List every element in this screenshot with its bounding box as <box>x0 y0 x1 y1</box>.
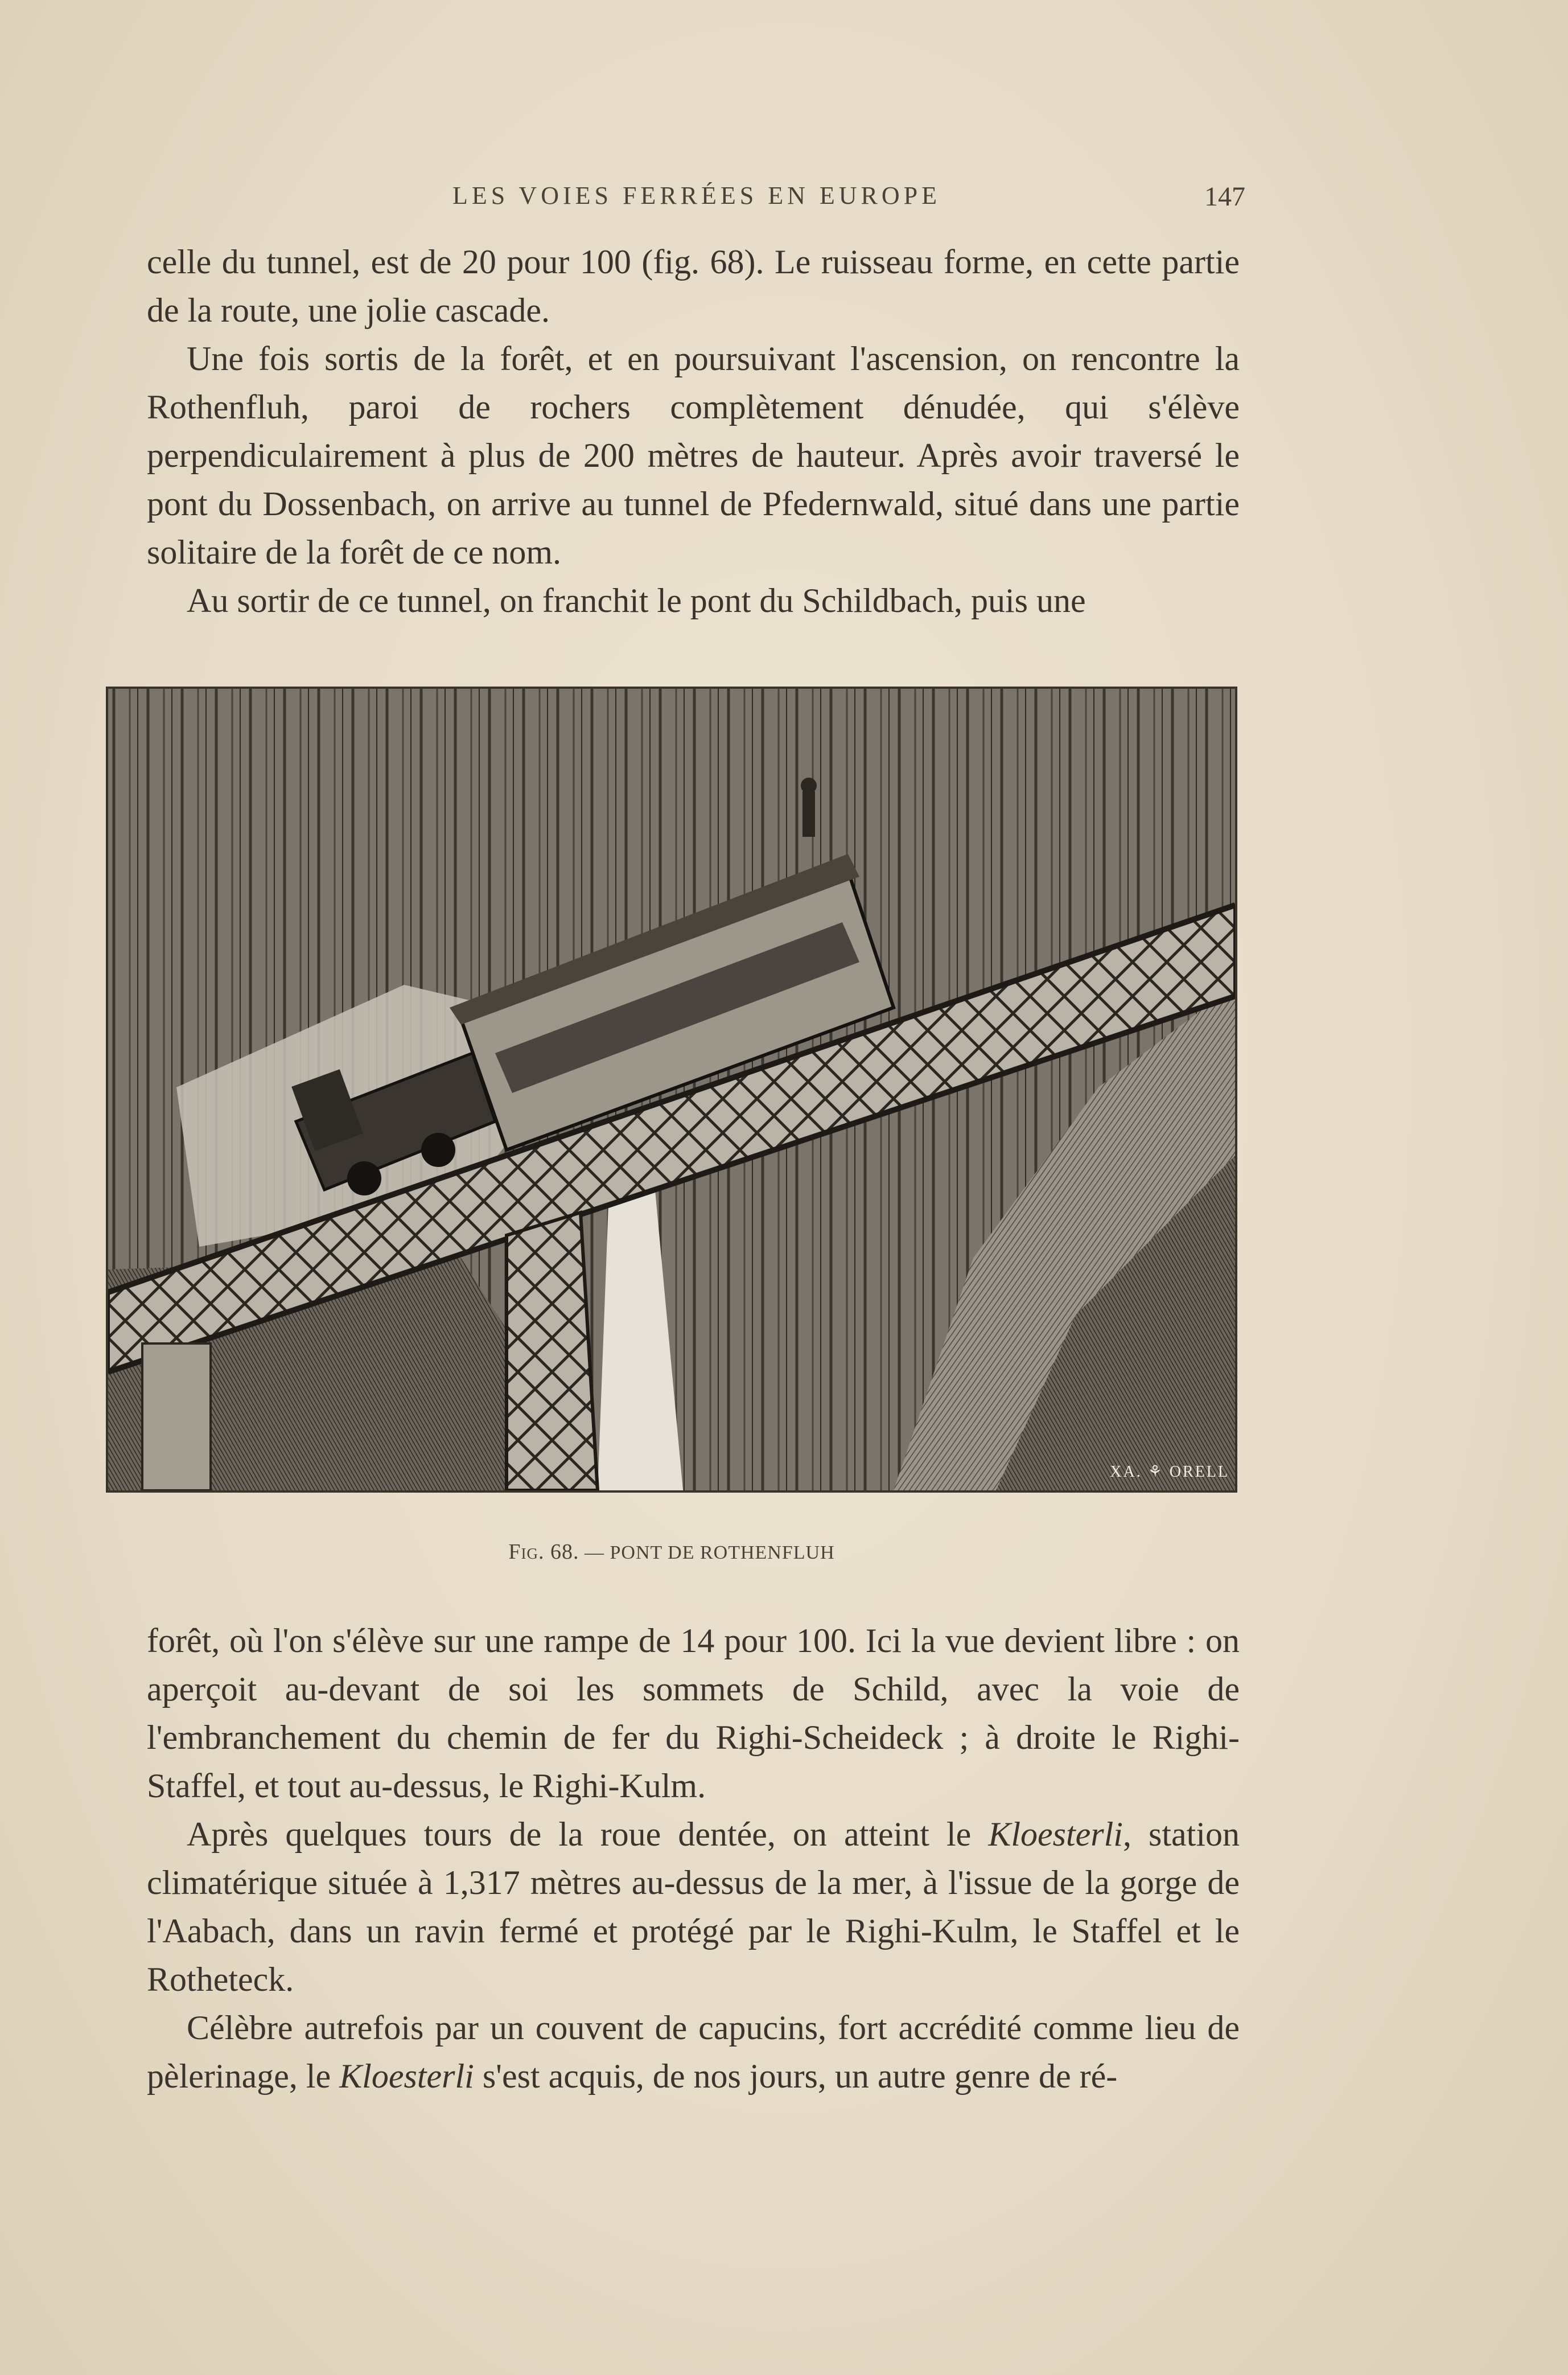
running-title: LES VOIES FERRÉES EN EUROPE <box>452 182 941 209</box>
p3-end: s'est acquis, de nos jours, un autre genre de ré- <box>474 2057 1118 2095</box>
p3-italic-term: Kloesterli <box>339 2057 474 2095</box>
engraving-illustration <box>106 687 1237 1493</box>
engraving-drawing <box>108 689 1235 1490</box>
caption-title: PONT DE ROTHENFLUH <box>610 1542 835 1563</box>
caption-dash: — <box>584 1542 604 1563</box>
paragraph-foret: forêt, où l'on s'élève sur une rampe de 14 pour 100. Ici la vue devient libre : on aperçoit au-devant de soi les sommets de Schild, avec la voie de l'embranchement du chemin de fer du Righi-Scheideck ; à droite le Righi-Staffel, et tout au-dessus, le Righi-Kulm. <box>147 1622 1240 1805</box>
p2-end: , station climatérique située à 1,317 mètres au-dessus de la mer, à l'issue de la gorge de l'Aabach, dans un ravin fermé et protégé par le Righi-Kulm, le Staffel et le Rotheteck. <box>147 1815 1240 1998</box>
p3-start: Célèbre autrefois par un couvent de capucins, fort accrédité comme lieu de pèlerinage, le <box>147 2009 1240 2095</box>
text-block-bottom <box>147 1617 1240 2101</box>
page-header <box>154 181 1245 215</box>
page-number: 147 <box>1204 182 1245 212</box>
paragraph-kloesterli <box>147 1810 1240 2004</box>
figure-caption <box>106 1539 1237 1564</box>
engraver-signature: XA. ⚘ ORELL <box>1110 1463 1229 1481</box>
paragraph-continued: celle du tunnel, est de 20 pour 100 (fig. 68). Le ruisseau forme, en cette partie de la route, une jolie cascade. <box>147 243 1240 329</box>
figure-number: Fig. 68. <box>508 1540 579 1564</box>
paragraph-schildbach: Au sortir de ce tunnel, on franchit le pont du Schildbach, puis une <box>187 582 1086 619</box>
paragraph-capucins <box>147 2004 1240 2101</box>
text-block-top <box>147 238 1240 625</box>
p2-italic-term: Kloesterli <box>988 1815 1123 1853</box>
paragraph-rothenfluh: Une fois sortis de la forêt, et en poursuivant l'ascension, on rencontre la Rothenfluh, paroi de rochers complètement dénudée, qui s'élève perpendiculairement à plus de 200 mètres de hauteur. Après avoir traversé le pont du Dossenbach, on arrive au tunnel de Pfedernwald, situé dans une partie solitaire de la forêt de ce nom. <box>147 340 1240 571</box>
p2-start: Après quelques tours de la roue dentée, on atteint le <box>187 1815 989 1853</box>
